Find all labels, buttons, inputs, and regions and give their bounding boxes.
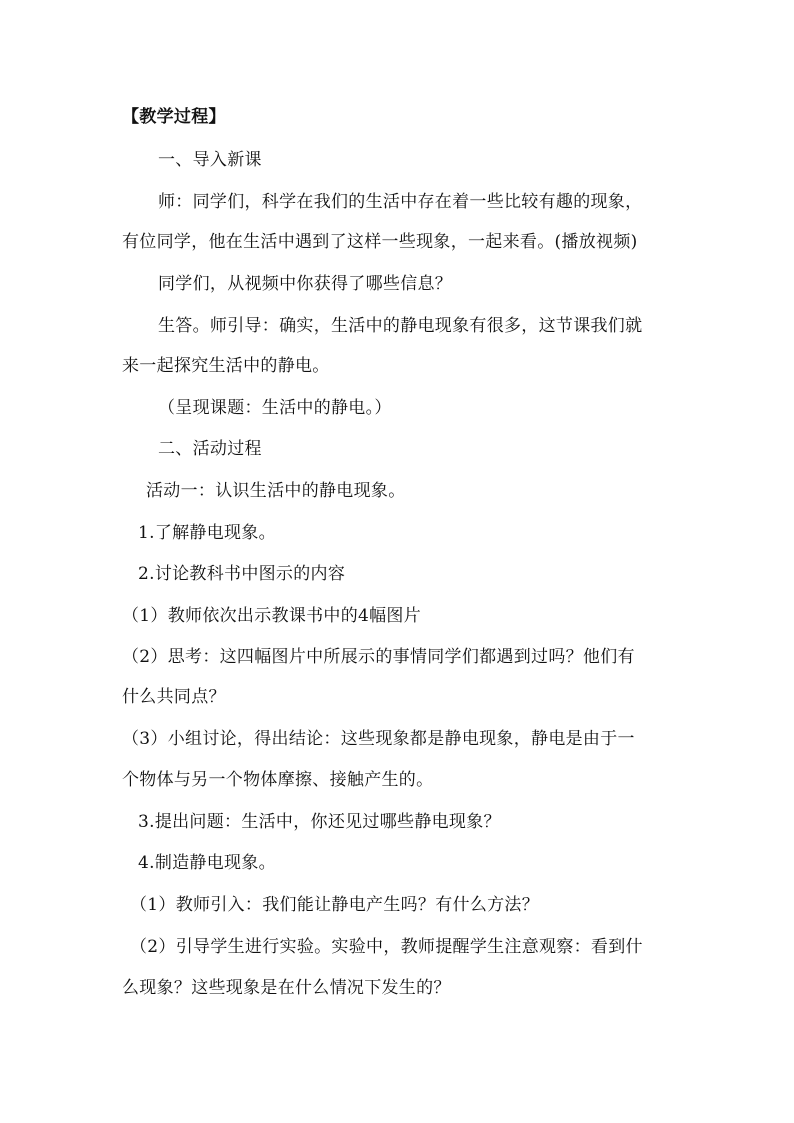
item4-line: 4.制造静电现象。: [138, 853, 276, 873]
teacher-line-2: 有位同学，他在生活中遇到了这样一些现象，一起来看。(播放视频): [122, 232, 638, 252]
question-line: 同学们，从视频中你获得了哪些信息？: [158, 274, 453, 294]
answer-line-1: 生答。师引导：确实，生活中的静电现象有很多，这节课我们就: [158, 316, 643, 336]
item1-line: 1.了解静电现象。: [138, 523, 276, 543]
answer-line-2: 来一起探究生活中的静电。: [122, 356, 330, 376]
item3-line: 3.提出问题：生活中，你还见过哪些静电现象？: [138, 812, 501, 832]
part1-title: 一、导入新课: [158, 150, 262, 170]
section-heading: 【教学过程】: [122, 107, 226, 127]
part2-title: 二、活动过程: [158, 439, 262, 459]
activity1-line: 活动一：认识生活中的静电现象。: [146, 481, 406, 501]
topic-line: （呈现课题：生活中的静电。）: [158, 398, 392, 418]
item4-sub2-line-1: （2）引导学生进行实验。实验中，教师提醒学生注意观察：看到什: [130, 937, 643, 957]
item2-sub2-line-1: （2）思考：这四幅图片中所展示的事情同学们都遇到过吗？他们有: [122, 647, 635, 667]
item2-sub3-line-1: （3）小组讨论，得出结论：这些现象都是静电现象，静电是由于一: [122, 729, 635, 749]
item4-sub2-line-2: 么现象？这些现象是在什么情况下发生的？: [122, 978, 451, 998]
item2-line: 2.讨论教科书中图示的内容: [138, 564, 346, 584]
item2-sub3-line-2: 个物体与另一个物体摩擦、接触产生的。: [122, 770, 434, 790]
item4-sub1-line: （1）教师引入：我们能让静电产生吗？有什么方法？: [130, 895, 540, 915]
item2-sub2-line-2: 什么共同点？: [122, 687, 226, 707]
item2-sub1-line: （1）教师依次出示教课书中的4幅图片: [122, 606, 422, 626]
teacher-line-1: 师：同学们，科学在我们的生活中存在着一些比较有趣的现象，: [158, 192, 643, 212]
